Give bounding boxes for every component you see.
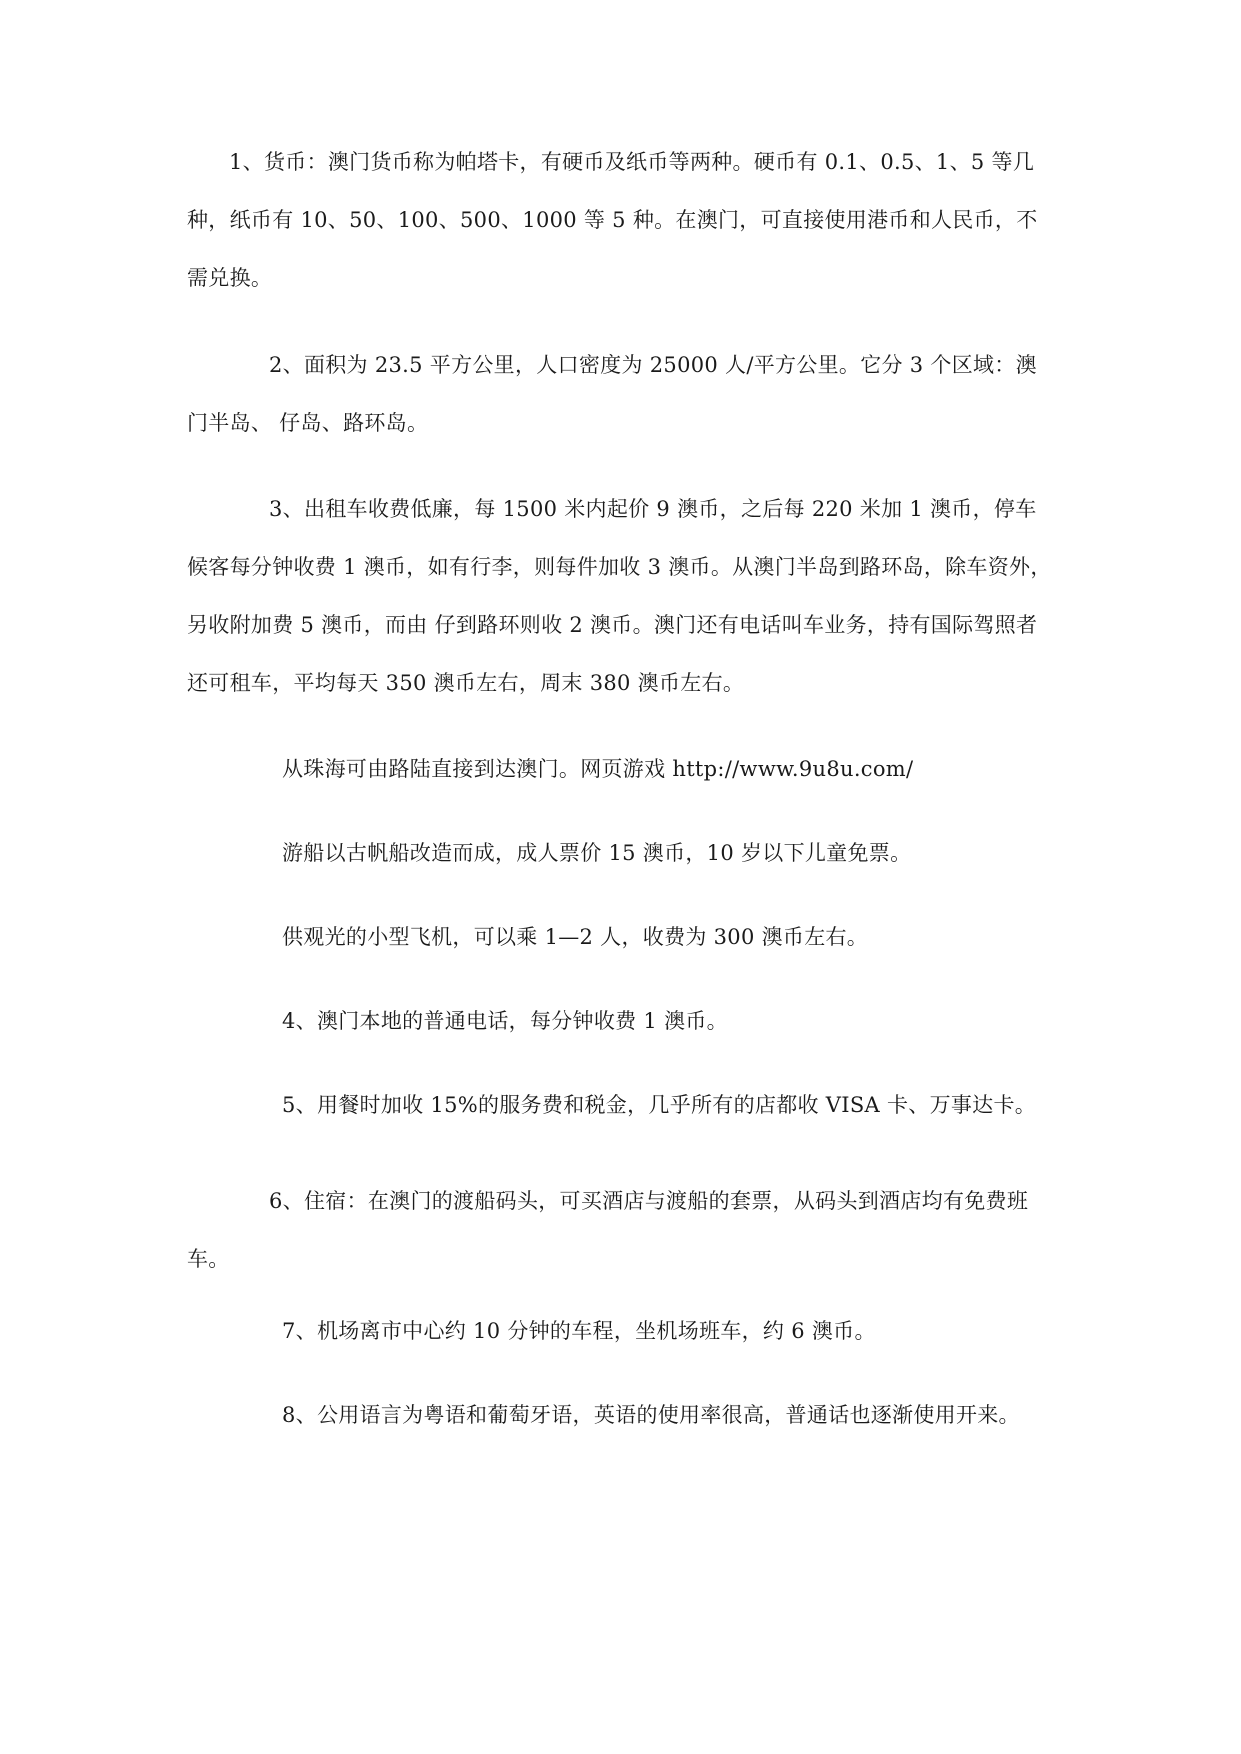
paragraph-currency: 1、货币：澳门货币称为帕塔卡，有硬币及纸币等两种。硬币有 0.1、0.5、1、5 等几种，纸币有 10、50、100、500、1000 等 5 种。在澳门，可直接使用港币和人民币，不需兑换。 [187,150,1038,290]
paragraph-zhuhai-route: 从珠海可由路陆直接到达澳门。网页游戏 http://www.9u8u.com/ [282,757,914,781]
paragraph-language: 8、公用语言为粤语和葡萄牙语，英语的使用率很高，普通话也逐渐使用开来。 [282,1403,1020,1427]
paragraph-dining: 5、用餐时加收 15%的服务费和税金，几乎所有的店都收 VISA 卡、万事达卡。 [282,1093,1037,1117]
paragraph-telephone: 4、澳门本地的普通电话，每分钟收费 1 澳币。 [282,1009,728,1033]
paragraph-airport: 7、机场离市中心约 10 分钟的车程，坐机场班车，约 6 澳币。 [282,1319,876,1343]
paragraph-cruise-ship: 游船以古帆船改造而成，成人票价 15 澳币，10 岁以下儿童免票。 [282,841,912,865]
paragraph-accommodation: 6、住宿：在澳门的渡船码头，可买酒店与渡船的套票，从码头到酒店均有免费班车。 [187,1189,1029,1271]
paragraph-sightseeing-plane: 供观光的小型飞机，可以乘 1—2 人，收费为 300 澳币左右。 [282,925,869,949]
paragraph-taxi: 3、出租车收费低廉，每 1500 米内起价 9 澳币，之后每 220 米加 1 澳币，停车候客每分钟收费 1 澳币，如有行李，则每件加收 3 澳币。从澳门半岛到路环岛，除车资外，另收附加费 5 澳币，而由 仔到路环则收 2 澳币。澳门还有电话叫车业务，持有国际驾照者还可租车，平均每天 350 澳币左右，周末 380 澳币左右。 [187,497,1052,695]
paragraph-area: 2、面积为 23.5 平方公里，人口密度为 25000 人/平方公里。它分 3 个区域：澳门半岛、 仔岛、路环岛。 [187,353,1037,435]
